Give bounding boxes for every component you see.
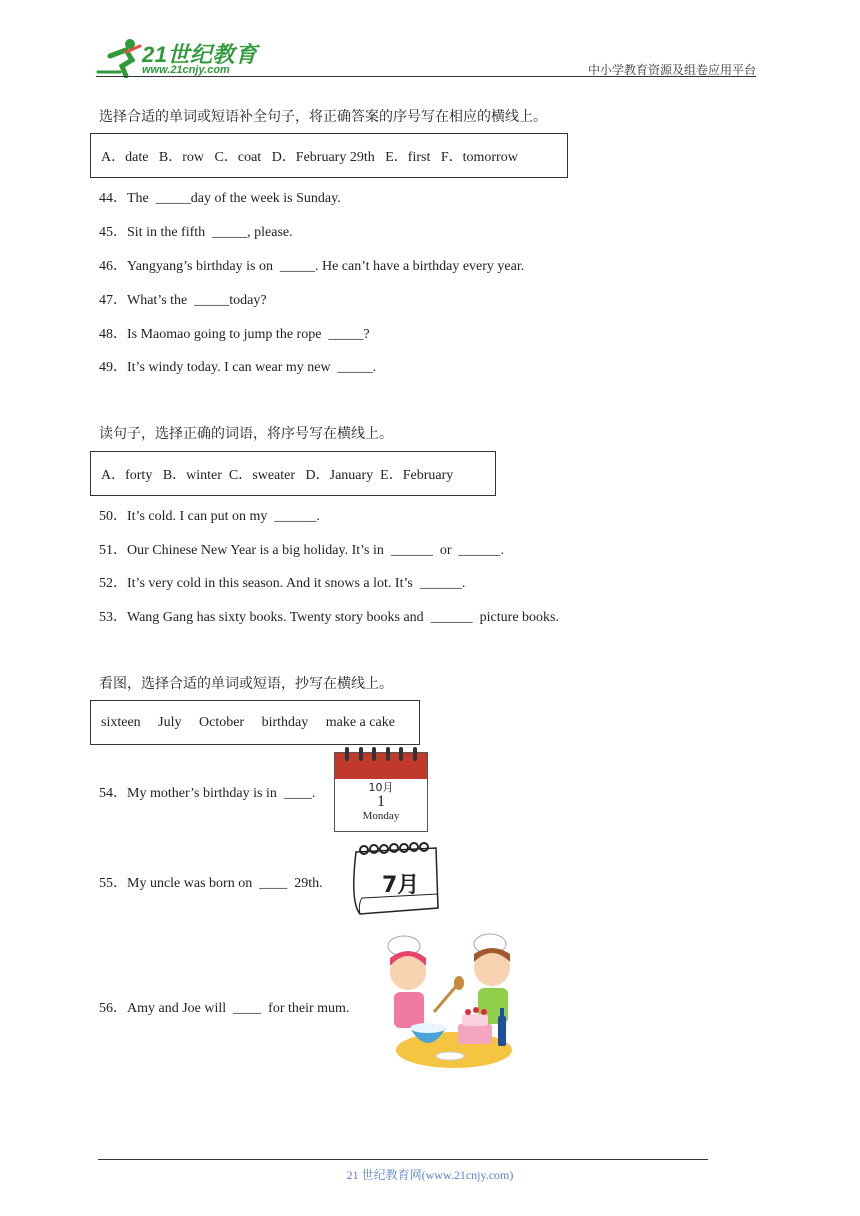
logo-text: 21世纪教育	[142, 42, 258, 67]
question-44: 44．The _____day of the week is Sunday.	[99, 191, 341, 206]
section1-options-box	[90, 133, 568, 178]
question-56: 56．Amy and Joe will ____ for their mum.	[99, 1001, 350, 1016]
header-platform-name: 中小学教育资源及组卷应用平台	[587, 63, 756, 77]
kids-baking-cake-image	[382, 932, 524, 1074]
section2-options: A．forty B．winter C．sweater D．January E．February	[101, 467, 454, 483]
question-48: 48．Is Maomao going to jump the rope _____?	[99, 327, 370, 342]
section2-options-box	[90, 451, 496, 496]
section1-instruction: 选择合适的单词或短语补全句子，将正确答案的序号写在相应的横线上。	[99, 109, 547, 125]
question-55: 55．My uncle was born on ____ 29th.	[99, 876, 323, 891]
calendar-october-image	[334, 752, 428, 832]
section3-instruction: 看图，选择合适的单词或短语，抄写在横线上。	[99, 676, 393, 692]
question-47: 47．What’s the _____today?	[99, 293, 267, 308]
calendar-weekday: Monday	[362, 810, 400, 822]
calendar-header	[335, 753, 427, 779]
section3-options: sixteen July October birthday make a cake	[101, 714, 395, 730]
logo-url: www.21cnjy.com	[142, 64, 230, 76]
calendar-rings	[345, 747, 417, 761]
footer-text: 21 世纪教育网(www.21cnjy.com)	[346, 1168, 514, 1182]
calendar-july-image	[348, 842, 440, 918]
question-53: 53．Wang Gang has sixty books. Twenty story books and ______ picture books.	[99, 610, 559, 625]
calendar-day: 1	[377, 793, 385, 810]
question-45: 45．Sit in the fifth _____, please.	[99, 225, 293, 240]
footer-divider	[98, 1159, 708, 1160]
section1-options: A．date B．row C．coat D．February 29th E．first F．tomorrow	[101, 149, 518, 165]
logo-icon	[96, 36, 144, 78]
question-52: 52．It’s very cold in this season. And it snows a lot. It’s ______.	[99, 576, 466, 591]
section3-options-box	[90, 700, 420, 745]
header-divider	[96, 76, 756, 77]
question-54: 54．My mother’s birthday is in ____.	[99, 786, 316, 801]
question-51: 51．Our Chinese New Year is a big holiday. It’s in ______ or ______.	[99, 543, 505, 558]
question-50: 50．It’s cold. I can put on my ______.	[99, 509, 320, 524]
question-49: 49．It’s windy today. I can wear my new _____.	[99, 360, 377, 375]
calendar-month: 10月	[368, 781, 394, 794]
section2-instruction: 读句子，选择正确的词语，将序号写在横线上。	[99, 426, 393, 442]
calendar-july-month: 7月	[382, 873, 420, 898]
question-46: 46．Yangyang’s birthday is on _____. He can’t have a birthday every year.	[99, 259, 525, 274]
